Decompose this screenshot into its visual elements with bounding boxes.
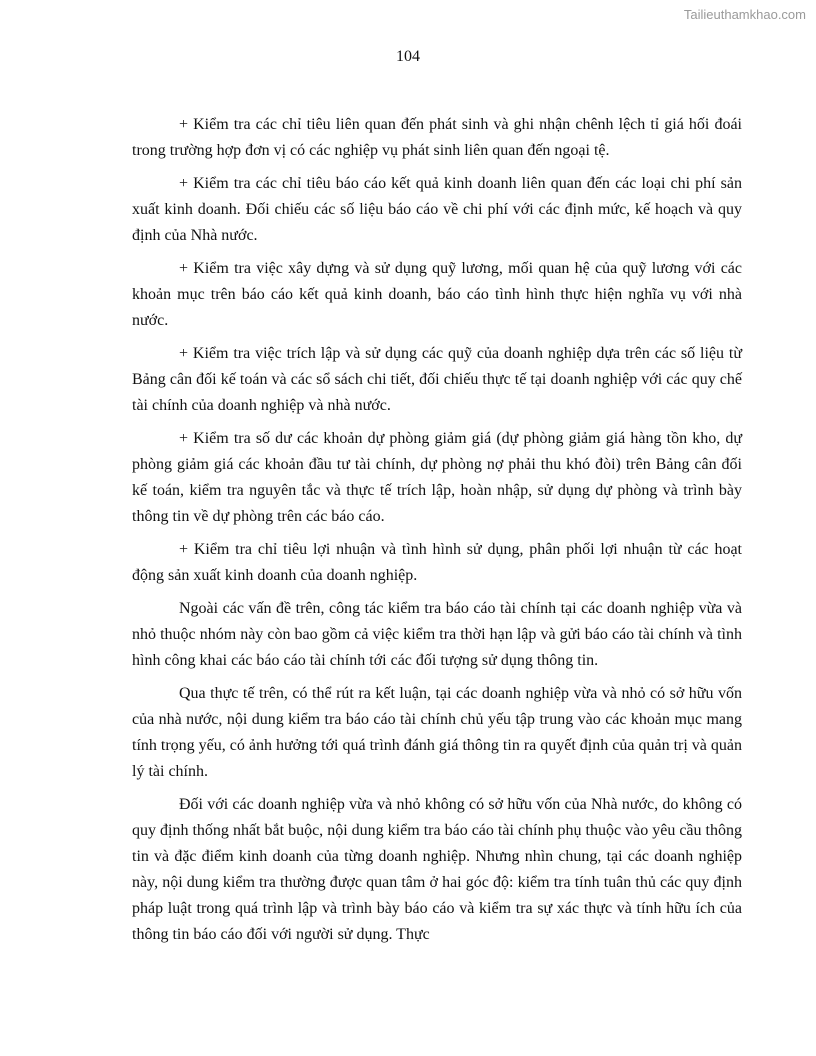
page-number: 104 [396,48,420,65]
paragraph: + Kiểm tra việc trích lập và sử dụng các quỹ của doanh nghiệp dựa trên các số liệu từ Bảng cân đối kế toán và các sổ sách chi tiết, đối chiếu thực tế tại doanh nghiệp với các quy chế tài chính của doanh nghiệp và nhà nước. [132,345,742,414]
document-body [132,112,742,955]
paragraph: + Kiểm tra các chỉ tiêu báo cáo kết quả kinh doanh liên quan đến các loại chi phí sản xuất kinh doanh. Đối chiếu các số liệu báo cáo về chi phí với các định mức, kế hoạch và quy định của Nhà nước. [132,175,742,244]
paragraph: Ngoài các vấn đề trên, công tác kiểm tra báo cáo tài chính tại các doanh nghiệp vừa và nhỏ thuộc nhóm này còn bao gồm cả việc kiểm tra thời hạn lập và gửi báo cáo tài chính và tình hình công khai các báo cáo tài chính tới các đối tượng sử dụng thông tin. [132,600,742,669]
paragraph: + Kiểm tra số dư các khoản dự phòng giảm giá (dự phòng giảm giá hàng tồn kho, dự phòng giảm giá các khoản đầu tư tài chính, dự phòng nợ phải thu khó đòi) trên Bảng cân đối kế toán, kiểm tra nguyên tắc và thực tế trích lập, hoàn nhập, sử dụng dự phòng và trình bày thông tin về dự phòng trên các báo cáo. [132,430,742,525]
paragraph: Qua thực tế trên, có thể rút ra kết luận, tại các doanh nghiệp vừa và nhỏ có sở hữu vốn của nhà nước, nội dung kiểm tra báo cáo tài chính chủ yếu tập trung vào các khoản mục mang tính trọng yếu, có ảnh hưởng tới quá trình đánh giá thông tin ra quyết định của quản trị và quản lý tài chính. [132,685,742,780]
paragraph: Đối với các doanh nghiệp vừa và nhỏ không có sở hữu vốn của Nhà nước, do không có quy định thống nhất bắt buộc, nội dung kiểm tra báo cáo tài chính phụ thuộc vào yêu cầu thông tin và đặc điểm kinh doanh của từng doanh nghiệp. Nhưng nhìn chung, tại các doanh nghiệp này, nội dung kiểm tra thường được quan tâm ở hai góc độ: kiểm tra tính tuân thủ các quy định pháp luật trong quá trình lập và trình bày báo cáo và kiểm tra sự xác thực và tính hữu ích của thông tin báo cáo đối với người sử dụng. Thực [132,796,742,943]
paragraph: + Kiểm tra chỉ tiêu lợi nhuận và tình hình sử dụng, phân phối lợi nhuận từ các hoạt động sản xuất kinh doanh của doanh nghiệp. [132,541,742,584]
watermark: Tailieuthamkhao.com [683,7,806,22]
paragraph: + Kiểm tra việc xây dựng và sử dụng quỹ lương, mối quan hệ của quỹ lương với các khoản mục trên báo cáo kết quả kinh doanh, báo cáo tình hình thực hiện nghĩa vụ với nhà nước. [132,260,742,329]
paragraph: + Kiểm tra các chỉ tiêu liên quan đến phát sinh và ghi nhận chênh lệch tỉ giá hối đoái trong trường hợp đơn vị có các nghiệp vụ phát sinh liên quan đến ngoại tệ. [132,116,742,159]
